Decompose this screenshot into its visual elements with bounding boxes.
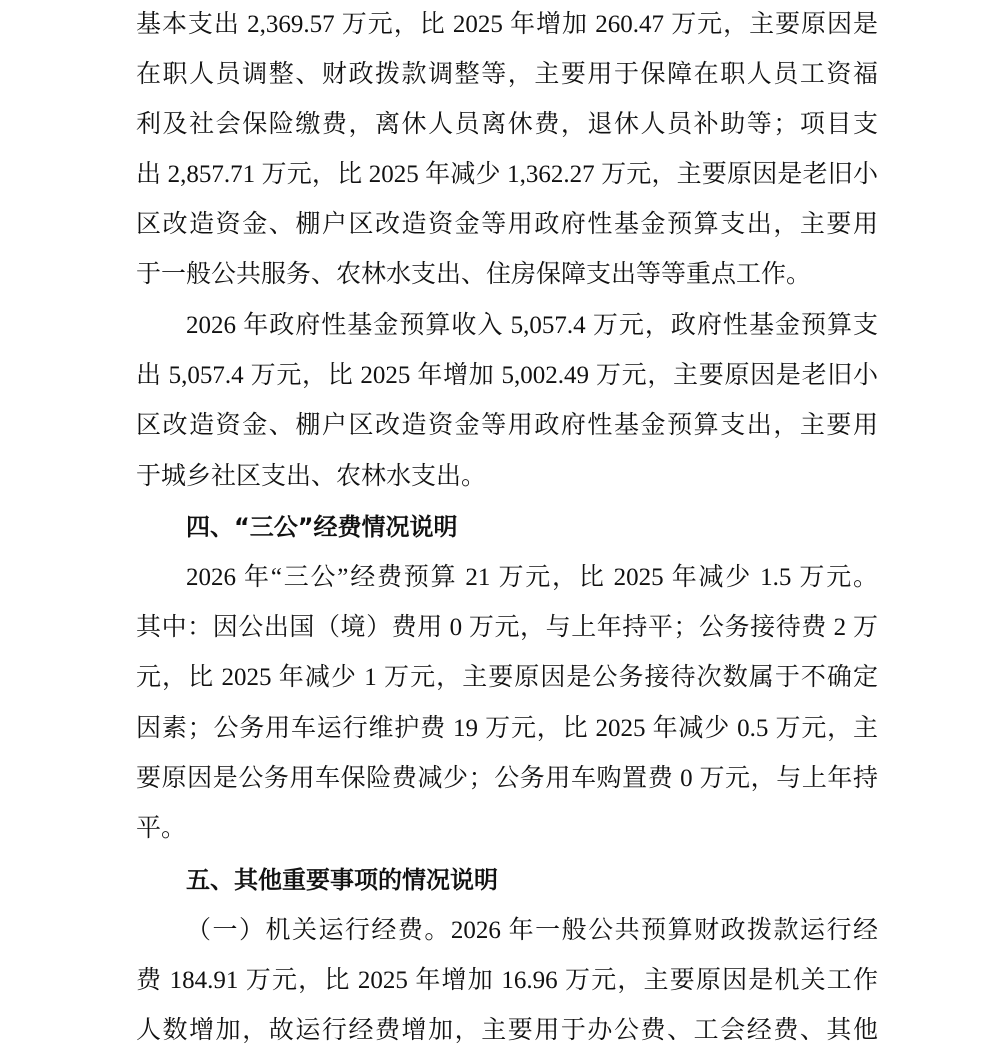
paragraph-line: 于一般公共服务、农林水支出、住房保障支出等等重点工作。 [136, 261, 812, 288]
paragraph-first-line: （一）机关运行经费。2026 年一般公共预算财政拨款运行经 [186, 917, 878, 944]
paragraph-line: 在职人员调整、财政拨款调整等，主要用于保障在职人员工资福 [136, 61, 878, 88]
paragraph-line: 费 184.91 万元，比 2025 年增加 16.96 万元，主要原因是机关工作 [136, 967, 878, 994]
paragraph-first-line: 2026 年“三公”经费预算 21 万元，比 2025 年减少 1.5 万元。 [186, 564, 878, 591]
section-heading-5: 五、其他重要事项的情况说明 [186, 866, 498, 894]
paragraph-line: 人数增加，故运行经费增加，主要用于办公费、工会经费、其他 [136, 1017, 878, 1044]
section-heading-4: 四、“三公”经费情况说明 [186, 513, 458, 541]
paragraph-line: 出 2,857.71 万元，比 2025 年减少 1,362.27 万元，主要原因是老旧小 [136, 161, 878, 188]
paragraph-line: 元，比 2025 年减少 1 万元，主要原因是公务接待次数属于不确定 [136, 664, 878, 691]
paragraph-line: 平。 [136, 815, 187, 842]
paragraph-line: 因素；公务用车运行维护费 19 万元，比 2025 年减少 0.5 万元，主 [136, 715, 878, 742]
paragraph-line: 要原因是公务用车保险费减少；公务用车购置费 0 万元，与上年持 [136, 765, 878, 792]
paragraph-line: 其中：因公出国（境）费用 0 万元，与上年持平；公务接待费 2 万 [136, 614, 878, 641]
paragraph-line: 区改造资金、棚户区改造资金等用政府性基金预算支出，主要用 [136, 211, 878, 238]
paragraph-line: 于城乡社区支出、农林水支出。 [136, 463, 487, 490]
paragraph-line: 利及社会保险缴费，离休人员离休费，退休人员补助等；项目支 [136, 111, 878, 138]
paragraph-first-line: 2026 年政府性基金预算收入 5,057.4 万元，政府性基金预算支 [186, 312, 878, 339]
paragraph-line: 区改造资金、棚户区改造资金等用政府性基金预算支出，主要用 [136, 412, 878, 439]
paragraph-line: 出 5,057.4 万元，比 2025 年增加 5,002.49 万元，主要原因是老旧小 [136, 362, 878, 389]
paragraph-line: 基本支出 2,369.57 万元，比 2025 年增加 260.47 万元，主要原因是 [136, 11, 878, 38]
